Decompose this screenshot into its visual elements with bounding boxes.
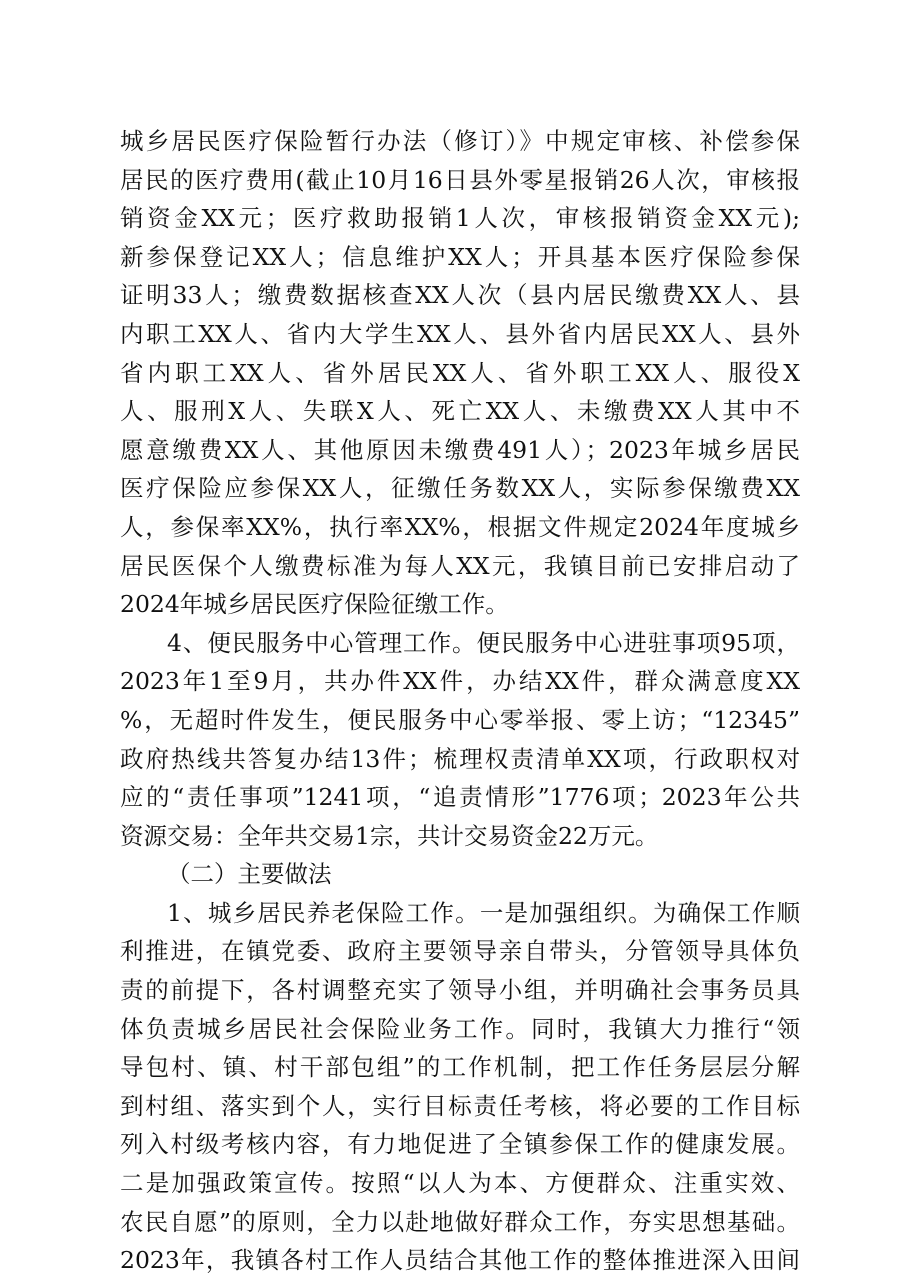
text-line: 责的前提下，各村调整充实了领导小组，并明确社会事务员具	[120, 976, 800, 1005]
text-line: 农民自愿”的原则，全力以赴地做好群众工作，夯实思想基础。	[120, 1207, 800, 1236]
text-line: 省内职工XX人、省外居民XX人、省外职工XX人、服役X	[120, 358, 800, 387]
text-line: 2024年城乡居民医疗保险征缴工作。	[120, 590, 509, 619]
text-line: 医疗保险应参保XX人，征缴任务数XX人，实际参保缴费XX	[120, 474, 800, 503]
text-line: 导包村、镇、村干部包组”的工作机制，把工作任务层层分解	[120, 1053, 800, 1082]
text-line: 2023年，我镇各村工作人员结合其他工作的整体推进深入田间	[120, 1246, 800, 1275]
text-line: 证明33人；缴费数据核查XX人次（县内居民缴费XX人、县	[120, 281, 800, 310]
text-line: 销资金XX元；医疗救助报销1人次，审核报销资金XX元);	[120, 204, 800, 233]
text-line: 二是加强政策宣传。按照“以人为本、方便群众、注重实效、	[120, 1169, 800, 1198]
body-text	[120, 122, 800, 1280]
text-line: 内职工XX人、省内大学生XX人、县外省内居民XX人、县外	[120, 319, 800, 348]
text-line: 2023年1至9月，共办件XX件，办结XX件，群众满意度XX	[120, 667, 800, 696]
text-line: 居民的医疗费用(截止10月16日县外零星报销26人次，审核报	[120, 165, 800, 194]
text-line: 城乡居民医疗保险暂行办法（修订）》中规定审核、补偿参保	[120, 127, 800, 155]
text-line: 新参保登记XX人；信息维护XX人；开具基本医疗保险参保	[120, 242, 800, 271]
text-line: 应的“责任事项”1241项，“追责情形”1776项；2023年公共	[120, 783, 800, 812]
text-line: 人，参保率XX%，执行率XX%，根据文件规定2024年度城乡	[120, 512, 800, 541]
text-line: 利推进，在镇党委、政府主要领导亲自带头，分管领导具体负	[120, 937, 800, 966]
text-line: 人、服刑X人、失联X人、死亡XX人、未缴费XX人其中不	[120, 397, 800, 426]
paragraph-start-line: 4、便民服务中心管理工作。便民服务中心进驻事项95项，	[167, 628, 800, 657]
text-line: 愿意缴费XX人、其他原因未缴费491人）；2023年城乡居民	[120, 435, 800, 464]
text-line: 列入村级考核内容，有力地促进了全镇参保工作的健康发展。	[120, 1130, 800, 1159]
paragraph-start-line: 1、城乡居民养老保险工作。一是加强组织。为确保工作顺	[167, 898, 800, 927]
text-line: 到村组、落实到个人，实行目标责任考核，将必要的工作目标	[120, 1091, 800, 1120]
text-line: 居民医保个人缴费标准为每人XX元，我镇目前已安排启动了	[120, 551, 800, 580]
text-line: %，无超时件发生，便民服务中心零举报、零上访；“12345”	[120, 705, 800, 734]
section-heading: （二）主要做法	[167, 860, 332, 889]
text-line: 资源交易：全年共交易1宗，共计交易资金22万元。	[120, 821, 659, 850]
text-line: 体负责城乡居民社会保险业务工作。同时，我镇大力推行“领	[120, 1014, 800, 1043]
text-line: 政府热线共答复办结13件；梳理权责清单XX项，行政职权对	[120, 744, 800, 773]
